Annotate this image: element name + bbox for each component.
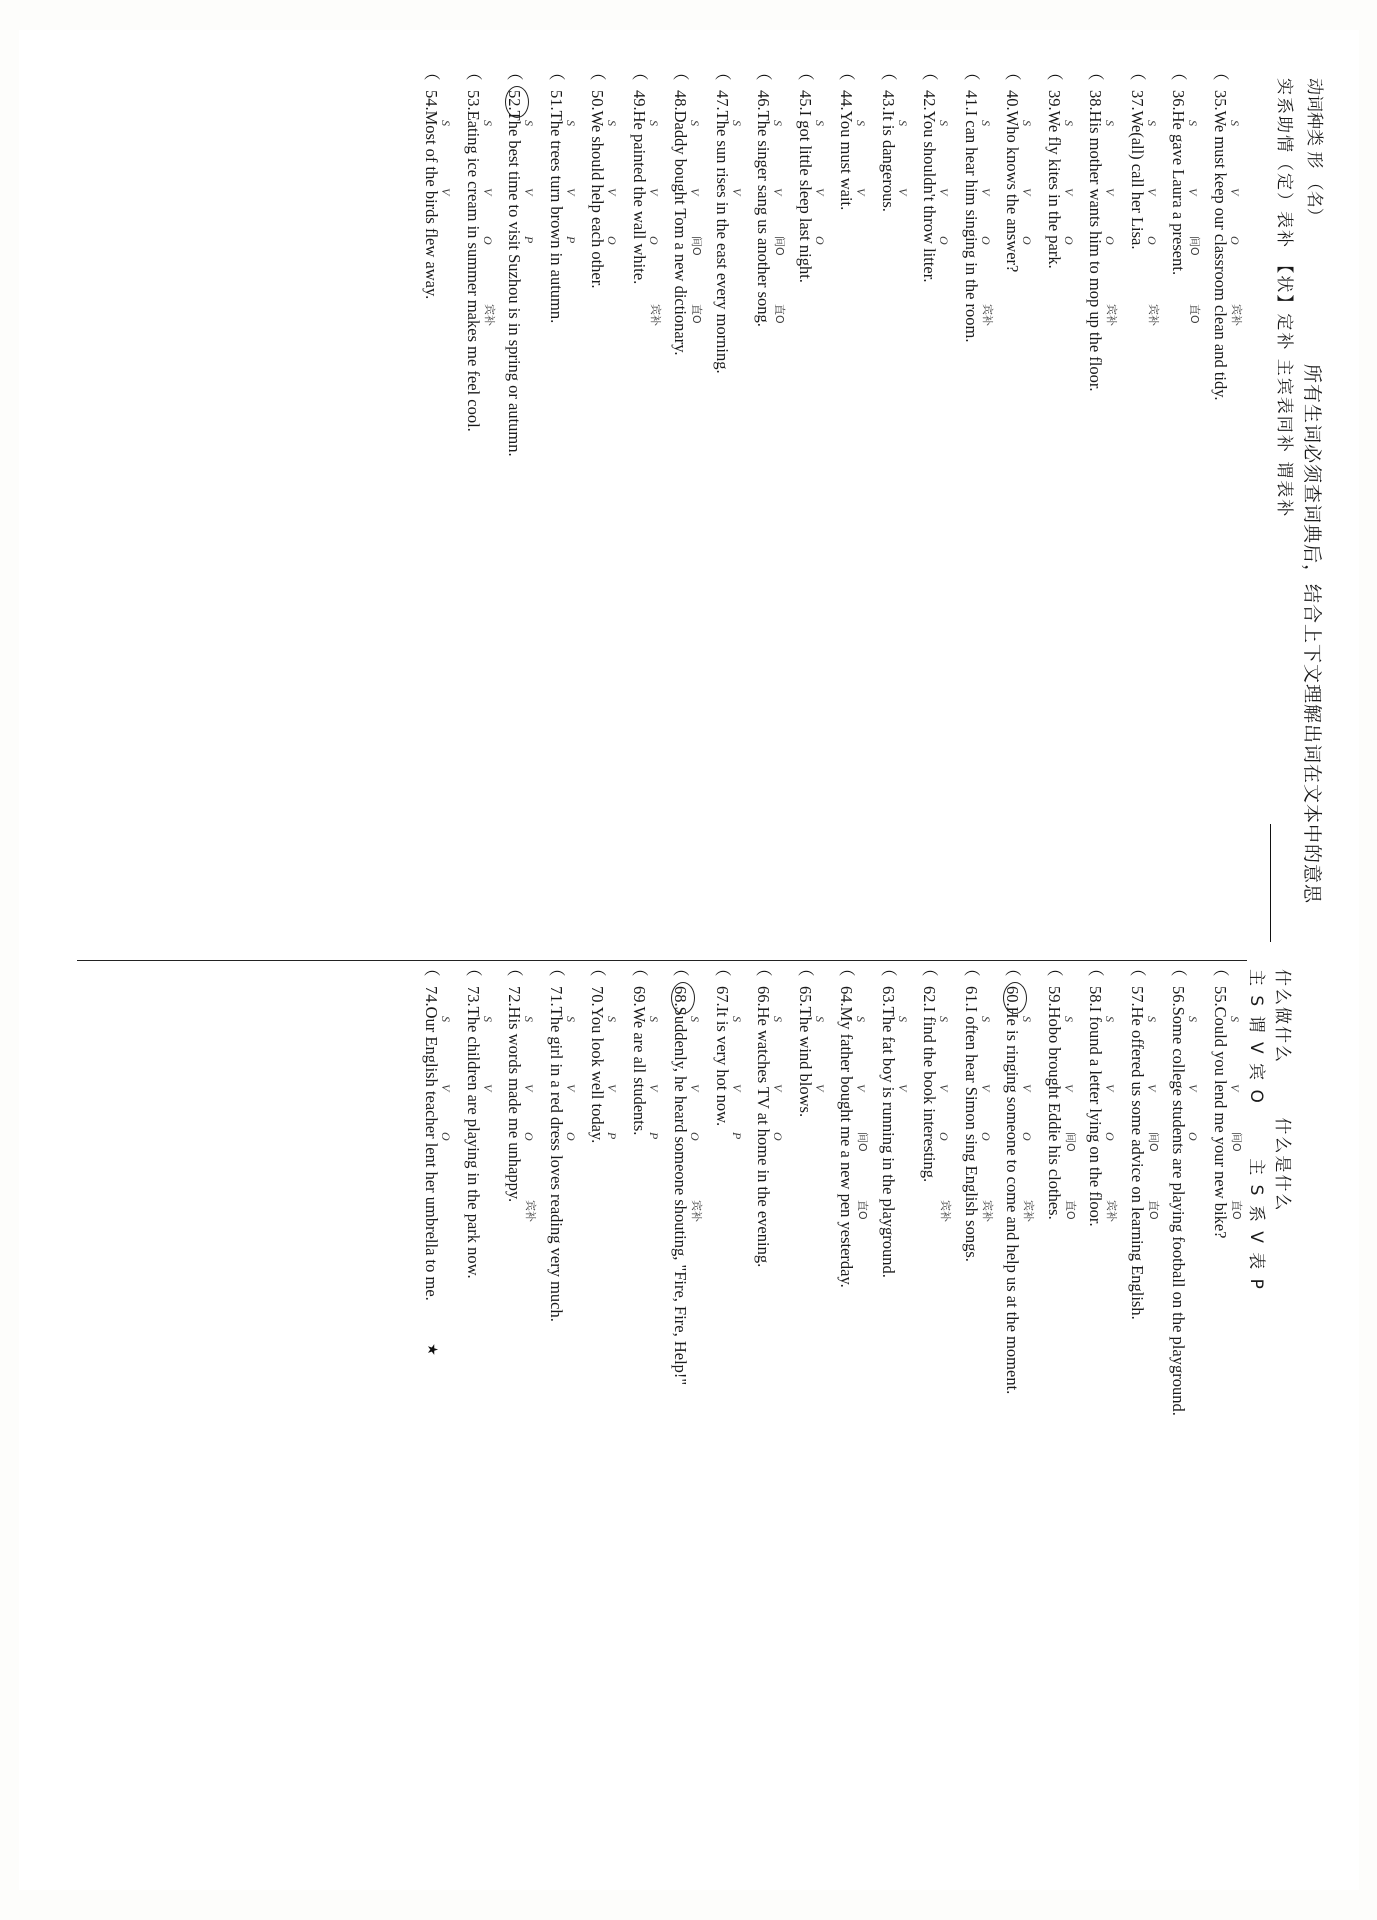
- sentence-number: 36.: [1169, 90, 1188, 111]
- grammar-annotation: P: [563, 236, 578, 244]
- grammar-annotation: S: [812, 120, 827, 126]
- grammar-annotation: S: [688, 120, 702, 126]
- grammar-annotation: 直O: [1063, 1200, 1077, 1220]
- grammar-annotation: S: [937, 120, 951, 126]
- grammar-annotation: S: [439, 1016, 453, 1022]
- grammar-annotation: O: [1020, 1132, 1034, 1141]
- answer-blank-paren[interactable]: （: [671, 64, 690, 81]
- grammar-annotation: O: [1227, 236, 1242, 245]
- grammar-annotation: O: [1020, 236, 1034, 245]
- sentence-number: 49.: [629, 90, 649, 111]
- grammar-annotation: 宾补: [1229, 304, 1243, 326]
- grammar-annotation: S: [978, 1016, 993, 1022]
- answer-blank-paren[interactable]: （: [920, 960, 939, 977]
- sentence-number: 47.: [712, 90, 732, 111]
- grammar-annotation: V: [1144, 188, 1159, 196]
- answer-blank-paren[interactable]: （: [546, 960, 566, 977]
- grammar-annotation: S: [522, 120, 536, 126]
- sentence-text: Some college students are playing football on the playground.: [1169, 1006, 1188, 1416]
- grammar-annotation: O: [812, 236, 827, 245]
- sentence-number: 60.: [1003, 986, 1022, 1007]
- grammar-annotation: 宾补: [648, 304, 662, 326]
- grammar-annotation: V: [646, 1084, 661, 1092]
- grammar-annotation: 宾补: [1022, 1200, 1035, 1222]
- sentence-number: 43.: [878, 90, 898, 111]
- grammar-annotation: O: [937, 236, 951, 245]
- grammar-annotation: S: [1103, 1016, 1117, 1022]
- sentence-text: I got little sleep last night.: [795, 110, 815, 283]
- sentence-text: We(all) call her Lisa.: [1127, 110, 1147, 250]
- sentence-number: 61.: [961, 986, 981, 1007]
- worksheet-sheet: [19, 30, 1359, 1890]
- sentence-text: The singer sang us another song.: [754, 110, 773, 327]
- answer-blank-paren[interactable]: （: [505, 960, 524, 977]
- grammar-annotation: S: [1020, 120, 1034, 126]
- sentence-text: He gave Laura a present.: [1169, 110, 1188, 276]
- sentence-number: 58.: [1086, 986, 1105, 1007]
- sentence-text: Who knows the answer?: [1003, 110, 1022, 273]
- grammar-annotation: S: [937, 1016, 951, 1022]
- grammar-annotation: V: [1103, 1084, 1117, 1092]
- answer-blank-paren[interactable]: （: [754, 960, 773, 977]
- sentence-text: I can hear him singing in the room.: [961, 110, 981, 343]
- answer-blank-paren[interactable]: （: [1210, 960, 1230, 977]
- answer-blank-paren[interactable]: （: [588, 64, 607, 81]
- answer-blank-paren[interactable]: （: [754, 64, 773, 81]
- sentence-number: 46.: [754, 90, 773, 111]
- grammar-annotation: S: [563, 120, 578, 126]
- answer-blank-paren[interactable]: （: [1086, 960, 1105, 977]
- sentence-text: He watches TV at home in the evening.: [754, 1006, 773, 1268]
- sentence-text: The girl in a red dress loves reading very much.: [546, 1006, 566, 1322]
- grammar-annotation: S: [646, 120, 661, 126]
- grammar-annotation: S: [1227, 120, 1242, 126]
- grammar-annotation: S: [978, 120, 993, 126]
- grammar-annotation: S: [563, 1016, 578, 1022]
- sentence-number: 70.: [588, 986, 607, 1007]
- answer-blank-paren[interactable]: （: [712, 960, 732, 977]
- star-mark: ★: [424, 1343, 439, 1356]
- sentence-number: 48.: [671, 90, 690, 111]
- grammar-annotation: V: [1186, 188, 1200, 196]
- sentence-number: 71.: [546, 986, 566, 1007]
- sentence-text: You shouldn't throw litter.: [920, 110, 939, 283]
- header-label-what-is-what: 什么是什么: [1271, 1117, 1292, 1213]
- grammar-annotation: S: [1186, 1016, 1200, 1022]
- sentence-text: We fly kites in the park.: [1044, 110, 1064, 269]
- grammar-annotation: 间O: [1229, 1132, 1243, 1152]
- answer-blank-paren[interactable]: （: [1210, 64, 1230, 81]
- grammar-annotation: V: [771, 1084, 785, 1092]
- grammar-annotation: V: [688, 188, 702, 196]
- grammar-annotation: S: [1227, 1016, 1242, 1022]
- sentence-number: 40.: [1003, 90, 1022, 111]
- answer-blank-paren[interactable]: （: [629, 64, 649, 81]
- grammar-annotation: S: [895, 1016, 910, 1022]
- sentence-number: 52.: [505, 90, 524, 111]
- answer-blank-paren[interactable]: （: [1044, 960, 1064, 977]
- answer-blank-paren[interactable]: （: [1169, 64, 1188, 81]
- sentence-text: I found a letter lying on the floor.: [1086, 1006, 1105, 1227]
- sentence-number: 51.: [546, 90, 566, 111]
- grammar-annotation: V: [1020, 188, 1034, 196]
- left-column: [69, 64, 1243, 960]
- answer-blank-paren[interactable]: （: [878, 960, 898, 977]
- grammar-annotation: V: [439, 188, 453, 196]
- grammar-annotation: O: [563, 1132, 578, 1141]
- sentence-number: 67.: [712, 986, 732, 1007]
- grammar-annotation: S: [1020, 1016, 1034, 1022]
- grammar-annotation: 直O: [773, 304, 786, 324]
- grammar-annotation: O: [688, 1132, 702, 1141]
- grammar-annotation: S: [895, 120, 910, 126]
- right-column: [69, 960, 1243, 1856]
- header-categories-line1: 动词种类 形 （名）: [1303, 78, 1324, 225]
- sentence-text: It is dangerous.: [878, 110, 898, 212]
- grammar-annotation: S: [771, 1016, 785, 1022]
- answer-blank-paren[interactable]: （: [629, 960, 649, 977]
- grammar-annotation: P: [522, 236, 536, 244]
- sentence-text: Most of the birds flew away.: [422, 110, 441, 300]
- sentence-number: 56.: [1169, 986, 1188, 1007]
- answer-blank-paren[interactable]: （: [712, 64, 732, 81]
- sentence-text: I find the book interesting.: [920, 1006, 939, 1183]
- header-pattern-svp: 主 S 系 V 表 P: [1245, 1158, 1266, 1291]
- sentence-text: The wind blows.: [795, 1006, 815, 1118]
- sentence-text: It is very hot now.: [712, 1006, 732, 1127]
- sentence-text: Our English teacher lent her umbrella to me.: [422, 1006, 441, 1301]
- grammar-annotation: S: [854, 1016, 868, 1022]
- answer-blank-paren[interactable]: （: [837, 64, 856, 81]
- answer-blank-paren[interactable]: （: [1044, 64, 1064, 81]
- header-pattern-svo: 主 S 谓 V 宾 O: [1245, 969, 1266, 1105]
- answer-blank-paren[interactable]: （: [422, 960, 441, 977]
- sentence-text: Suddenly, he heard someone shouting, "Fire, Fire, Help!": [671, 1006, 690, 1386]
- grammar-annotation: S: [812, 1016, 827, 1022]
- grammar-annotation: 宾补: [1105, 1200, 1118, 1222]
- grammar-annotation: V: [937, 188, 951, 196]
- grammar-annotation: V: [605, 1084, 619, 1092]
- sentence-number: 69.: [629, 986, 649, 1007]
- grammar-annotation: V: [812, 188, 827, 196]
- grammar-annotation: O: [1061, 236, 1076, 245]
- answer-blank-paren[interactable]: （: [961, 960, 981, 977]
- grammar-annotation: V: [937, 1084, 951, 1092]
- sentence-number: 66.: [754, 986, 773, 1007]
- answer-blank-paren[interactable]: （: [1127, 960, 1147, 977]
- sentence-columns: [69, 64, 1243, 1856]
- sentence-text: The fat boy is running in the playground.: [878, 1006, 898, 1278]
- answer-blank-paren[interactable]: （: [671, 960, 690, 977]
- grammar-annotation: 间O: [690, 236, 703, 256]
- grammar-annotation: S: [1144, 120, 1159, 126]
- answer-blank-paren[interactable]: （: [795, 64, 815, 81]
- grammar-annotation: V: [688, 1084, 702, 1092]
- sentence-text: We should help each other.: [588, 110, 607, 289]
- grammar-annotation: 间O: [1188, 236, 1201, 256]
- grammar-annotation: 宾补: [939, 1200, 952, 1222]
- grammar-annotation: 间O: [773, 236, 786, 256]
- answer-blank-paren[interactable]: （: [463, 64, 483, 81]
- page-title: 所有生词必须查词典后，结合上下文理解出词在文本中的意思: [1300, 364, 1323, 905]
- sentence-number: 50.: [588, 90, 607, 111]
- sentence-number: 59.: [1044, 986, 1064, 1007]
- grammar-annotation: V: [729, 1084, 744, 1092]
- header-right-patterns: [1246, 969, 1271, 1337]
- grammar-annotation: S: [439, 120, 453, 126]
- sentence-number: 35.: [1210, 90, 1230, 111]
- grammar-annotation: O: [439, 1132, 453, 1141]
- grammar-annotation: V: [729, 188, 744, 196]
- grammar-annotation: S: [605, 120, 619, 126]
- grammar-annotation: V: [522, 188, 536, 196]
- sentence-text: He is ringing someone to come and help us at the moment.: [1003, 1006, 1022, 1395]
- grammar-annotation: V: [1227, 1084, 1242, 1092]
- grammar-annotation: 直O: [856, 1200, 869, 1220]
- grammar-annotation: O: [771, 1132, 785, 1141]
- grammar-annotation: S: [480, 1016, 495, 1022]
- grammar-annotation: 宾补: [524, 1200, 537, 1222]
- grammar-annotation: S: [480, 120, 495, 126]
- grammar-annotation: S: [771, 120, 785, 126]
- sentence-number: 37.: [1127, 90, 1147, 111]
- sentence-text: The trees turn brown in autumn.: [546, 110, 566, 324]
- grammar-annotation: O: [1103, 1132, 1117, 1141]
- grammar-annotation: O: [1186, 1132, 1200, 1141]
- grammar-annotation: S: [522, 1016, 536, 1022]
- answer-blank-paren[interactable]: （: [1086, 64, 1105, 81]
- sentence-number: 63.: [878, 986, 898, 1007]
- grammar-annotation: V: [771, 188, 785, 196]
- sentence-text: He painted the wall white.: [629, 110, 649, 285]
- grammar-annotation: 间O: [1146, 1132, 1160, 1152]
- grammar-annotation: S: [646, 1016, 661, 1022]
- sentence-item: [399, 960, 453, 1830]
- grammar-annotation: S: [729, 120, 744, 126]
- grammar-annotation: P: [605, 1132, 619, 1140]
- grammar-annotation: S: [854, 120, 868, 126]
- answer-blank-paren[interactable]: （: [546, 64, 566, 81]
- sentence-text: The best time to visit Suzhou is in spring or autumn.: [505, 110, 524, 457]
- grammar-annotation: V: [1061, 1084, 1076, 1092]
- circled-number-mark: [505, 86, 529, 118]
- sentence-text: You must wait.: [837, 110, 856, 211]
- sentence-number: 44.: [837, 90, 856, 111]
- grammar-annotation: 直O: [1188, 304, 1201, 324]
- grammar-annotation: V: [563, 1084, 578, 1092]
- sentence-text: I often hear Simon sing English songs.: [961, 1006, 981, 1262]
- sentence-text: We are all students.: [629, 1006, 649, 1136]
- answer-blank-paren[interactable]: （: [878, 64, 898, 81]
- grammar-annotation: V: [1061, 188, 1076, 196]
- sentence-number: 54.: [422, 90, 441, 111]
- worksheet-header: [1237, 64, 1333, 1856]
- grammar-annotation: O: [978, 1132, 993, 1141]
- grammar-annotation: V: [1020, 1084, 1034, 1092]
- sentence-text: He offered us some advice on learning English.: [1127, 1006, 1147, 1320]
- sentence-number: 45.: [795, 90, 815, 111]
- grammar-annotation: V: [854, 1084, 868, 1092]
- sentence-number: 73.: [463, 986, 483, 1007]
- answer-blank-paren[interactable]: （: [837, 960, 856, 977]
- sentence-number: 53.: [463, 90, 483, 111]
- sentence-text: You look well today.: [588, 1006, 607, 1144]
- grammar-annotation: O: [978, 236, 993, 245]
- grammar-annotation: S: [688, 1016, 702, 1022]
- grammar-annotation: V: [480, 1084, 495, 1092]
- sentence-text: Could you lend me your new bike?: [1210, 1006, 1230, 1239]
- grammar-annotation: V: [605, 188, 619, 196]
- grammar-annotation: 宾补: [980, 1200, 994, 1222]
- grammar-annotation: S: [1144, 1016, 1159, 1022]
- header-label-what-do-what: 什么做什么: [1271, 969, 1292, 1064]
- grammar-annotation: V: [646, 188, 661, 196]
- grammar-annotation: O: [522, 1132, 536, 1141]
- grammar-annotation: 直O: [1229, 1200, 1243, 1220]
- grammar-annotation: O: [1103, 236, 1117, 245]
- grammar-annotation: V: [1144, 1084, 1159, 1092]
- grammar-annotation: O: [937, 1132, 951, 1141]
- grammar-annotation: V: [1186, 1084, 1200, 1092]
- circled-number-mark: [671, 982, 695, 1014]
- sentence-number: 42.: [920, 90, 939, 111]
- sentence-number: 68.: [671, 986, 690, 1007]
- sentence-text: His words made me unhappy.: [505, 1006, 524, 1203]
- sentence-text: Eating ice cream in summer makes me feel cool.: [463, 110, 483, 432]
- sentence-number: 65.: [795, 986, 815, 1007]
- grammar-annotation: S: [729, 1016, 744, 1022]
- answer-blank-paren[interactable]: （: [1169, 960, 1188, 977]
- grammar-annotation: O: [1144, 236, 1159, 245]
- sentence-text: His mother wants him to mop up the floor.: [1086, 110, 1105, 392]
- grammar-annotation: V: [563, 188, 578, 196]
- header-right-labels: [1272, 969, 1297, 1258]
- grammar-annotation: P: [646, 1132, 661, 1140]
- sentence-number: 55.: [1210, 986, 1230, 1007]
- grammar-annotation: V: [1103, 188, 1117, 196]
- sentence-number: 39.: [1044, 90, 1064, 111]
- header-underline: [1270, 824, 1271, 942]
- circled-number-mark: [1003, 982, 1027, 1014]
- answer-blank-paren[interactable]: （: [505, 64, 524, 81]
- answer-blank-paren[interactable]: （: [1127, 64, 1147, 81]
- grammar-annotation: S: [605, 1016, 619, 1022]
- sentence-item: [399, 64, 453, 934]
- grammar-annotation: V: [522, 1084, 536, 1092]
- sentence-number: 74.: [422, 986, 441, 1007]
- grammar-annotation: 直O: [690, 304, 703, 324]
- grammar-annotation: 宾补: [690, 1200, 703, 1222]
- grammar-annotation: 宾补: [482, 304, 496, 326]
- grammar-annotation: 宾补: [1105, 304, 1118, 326]
- answer-blank-paren[interactable]: （: [422, 64, 441, 81]
- grammar-annotation: V: [895, 188, 910, 196]
- answer-blank-paren[interactable]: （: [1003, 960, 1022, 977]
- sentence-number: 41.: [961, 90, 981, 111]
- sentence-text: We must keep our classroom clean and tidy.: [1210, 110, 1230, 401]
- grammar-annotation: 间O: [1063, 1132, 1077, 1152]
- sentence-text: The sun rises in the east every morning.: [712, 110, 732, 374]
- answer-blank-paren[interactable]: （: [920, 64, 939, 81]
- answer-blank-paren[interactable]: （: [1003, 64, 1022, 81]
- answer-blank-paren[interactable]: （: [795, 960, 815, 977]
- sentence-number: 38.: [1086, 90, 1105, 111]
- grammar-annotation: V: [1227, 188, 1242, 196]
- grammar-annotation: O: [480, 236, 495, 245]
- grammar-annotation: V: [978, 188, 993, 196]
- grammar-annotation: V: [439, 1084, 453, 1092]
- grammar-annotation: S: [1061, 1016, 1076, 1022]
- grammar-annotation: P: [729, 1132, 744, 1140]
- grammar-annotation: O: [605, 236, 619, 245]
- grammar-annotation: V: [480, 188, 495, 196]
- grammar-annotation: 间O: [856, 1132, 869, 1152]
- answer-blank-paren[interactable]: （: [961, 64, 981, 81]
- grammar-annotation: S: [1186, 120, 1200, 126]
- grammar-annotation: V: [812, 1084, 827, 1092]
- grammar-annotation: V: [854, 188, 868, 196]
- answer-blank-paren[interactable]: （: [588, 960, 607, 977]
- sentence-number: 57.: [1127, 986, 1147, 1007]
- grammar-annotation: 宾补: [1146, 304, 1160, 326]
- sentence-text: The children are playing in the park now.: [463, 1006, 483, 1279]
- sentence-text: Hobo brought Eddie his clothes.: [1044, 1006, 1064, 1220]
- grammar-annotation: O: [646, 236, 661, 245]
- sentence-text: My father bought me a new pen yesterday.: [837, 1006, 856, 1288]
- grammar-annotation: V: [895, 1084, 910, 1092]
- grammar-annotation: S: [1061, 120, 1076, 126]
- grammar-annotation: 直O: [1146, 1200, 1160, 1220]
- grammar-annotation: S: [1103, 120, 1117, 126]
- answer-blank-paren[interactable]: （: [463, 960, 483, 977]
- grammar-annotation: V: [978, 1084, 993, 1092]
- grammar-annotation: 宾补: [980, 304, 994, 326]
- header-categories-line2: 实系助情（定）表补 【状】定补 主宾表同补 谓表补: [1273, 78, 1294, 519]
- sentence-number: 72.: [505, 986, 524, 1007]
- sentence-number: 64.: [837, 986, 856, 1007]
- sentence-number: 62.: [920, 986, 939, 1007]
- sentence-text: Daddy bought Tom a new dictionary.: [671, 110, 690, 356]
